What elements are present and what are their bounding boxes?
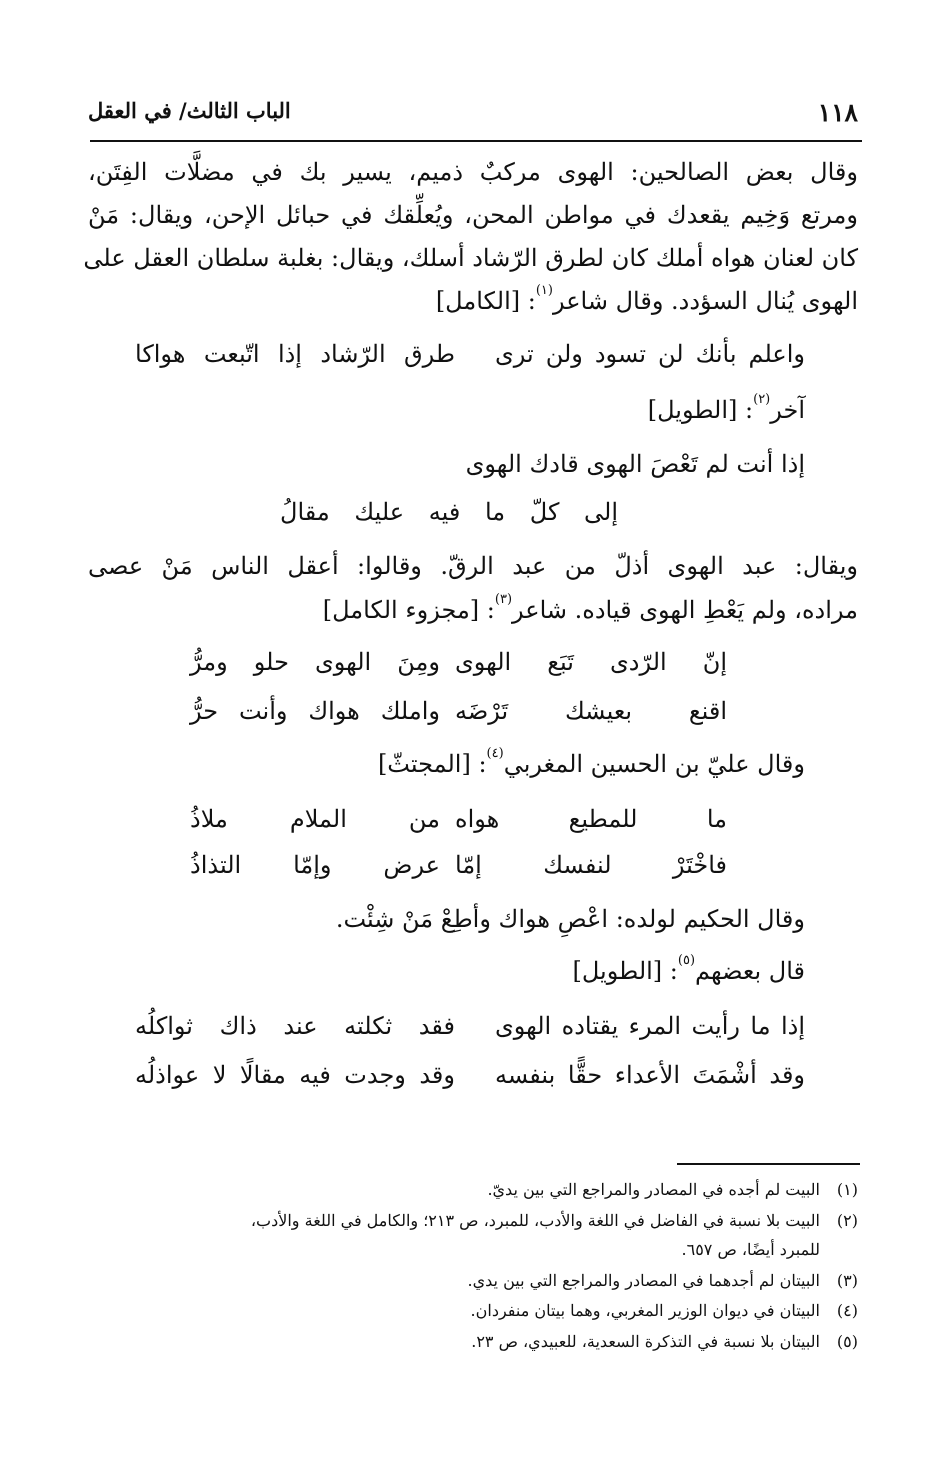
footnote-number: (٢) — [836, 1211, 858, 1230]
paragraph-1-line-2: ومرتع وَخِيم يقعدك في مواطن المحن، ويُعلِّقك في حبائل الإحن، ويقال: مَنْ — [88, 201, 858, 229]
footnote-2-continuation: للمبرد أيضًا، ص ٦٥٧. — [681, 1240, 820, 1259]
verse-second-hemistich: طرق الرّشاد إذا اتّبعت هواكا — [135, 340, 455, 368]
verse-first-hemistich: فاخْتَرْ لنفسك إمّا — [455, 851, 727, 879]
verse-2-line-2: إلى كلّ ما فيه عليك مقالُ — [280, 498, 618, 526]
text: مراده، ولم يَعْطِ الهوى قياده. شاعر — [512, 596, 858, 624]
verse-5 — [135, 805, 805, 849]
running-header — [88, 92, 858, 132]
verse-first-hemistich: إذا ما رأيت المرء يقتاده الهوى — [495, 1012, 805, 1040]
text: قال بعضهم — [695, 957, 805, 985]
paragraph-1-line-4 — [88, 283, 858, 315]
footnote-divider — [677, 1163, 860, 1165]
footnote-text: البيتان لم أجدهما في المصادر والمراجع التي بين يدي. — [467, 1271, 820, 1290]
footnote-ref-3: (٣) — [494, 592, 513, 607]
attribution-5 — [105, 953, 805, 985]
verse-2-line-1: إذا أنت لم تَعْصَ الهوى قادك الهوى — [465, 450, 805, 478]
wisdom-saying: وقال الحكيم لولده: اعْصِ هواك وأطِعْ مَنْ شِئْت. — [335, 905, 805, 933]
footnote-2 — [88, 1211, 858, 1230]
footnote-3 — [88, 1271, 858, 1290]
verse-8 — [135, 1061, 805, 1105]
verse-first-hemistich: اقنع بعيشك تَرْضَه — [455, 697, 727, 725]
text: آخر — [770, 396, 805, 424]
footnote-text: البيتان بلا نسبة في التذكرة السعدية، للعبيدي، ص ٢٣. — [471, 1332, 820, 1351]
page-number: ١١٨ — [817, 98, 858, 127]
footnote-ref-5: (٥) — [677, 953, 696, 968]
meter-label: : [الكامل] — [435, 287, 536, 315]
footnote-5 — [88, 1332, 858, 1351]
footnote-1 — [88, 1180, 858, 1199]
footnote-ref-1: (١) — [535, 283, 553, 298]
chapter-title: الباب الثالث/ في العقل — [88, 98, 291, 123]
footnote-text: البيت بلا نسبة في الفاضل في اللغة والأدب، للمبرد، ص ٢١٣؛ والكامل في اللغة والأدب، — [250, 1211, 820, 1230]
footnote-number: (٥) — [836, 1332, 858, 1351]
meter-label: : [مجزوء الكامل] — [322, 596, 495, 624]
verse-first-hemistich: وقد أشْمَتَ الأعداء حقًّا بنفسه — [495, 1061, 805, 1089]
verse-first-hemistich: إنّ الرّدى تَبَع الهوى — [455, 648, 727, 676]
meter-label: : [المجتثّ] — [377, 750, 487, 778]
verse-6 — [135, 851, 805, 895]
paragraph-1-line-3: كان لعنان هواه أملك كان لطرق الرّشاد أسلك، ويقال: بغلبة سلطان العقل على — [83, 244, 858, 272]
verse-7 — [135, 1012, 805, 1056]
header-divider — [90, 140, 862, 142]
footnote-number: (١) — [836, 1180, 858, 1199]
footnote-ref-2: (٢) — [753, 392, 771, 407]
verse-3 — [135, 648, 805, 692]
paragraph-2-line-2 — [88, 592, 858, 624]
verse-second-hemistich: عرض وإمّا التذاذُ — [190, 851, 440, 879]
verse-second-hemistich: ومِنَ الهوى حلو ومرُّ — [190, 648, 440, 676]
text: وقال عليّ بن الحسين المغربي — [503, 750, 805, 778]
attribution-2 — [105, 392, 805, 424]
verse-1 — [135, 340, 805, 384]
verse-first-hemistich: ما للمطيع هواه — [455, 805, 727, 833]
footnote-ref-4: (٤) — [486, 746, 504, 761]
verse-second-hemistich: فقد ثكلته عند ذاك ثواكلُه — [135, 1012, 455, 1040]
verse-second-hemistich: من الملام ملاذُ — [190, 805, 440, 833]
text: الهوى يُنال السؤدد. وقال شاعر — [552, 287, 858, 315]
footnote-number: (٤) — [836, 1301, 858, 1320]
attribution-4 — [105, 746, 805, 778]
footnote-text: البيتان في ديوان الوزير المغربي، وهما بيتان منفردان. — [470, 1301, 820, 1320]
footnote-text: البيت لم أجده في المصادر والمراجع التي بين يديّ. — [487, 1180, 820, 1199]
verse-first-hemistich: واعلم بأنك لن تسود ولن ترى — [495, 340, 805, 368]
verse-second-hemistich: واملك هواك وأنت حرُّ — [190, 697, 440, 725]
footnote-number: (٣) — [836, 1271, 858, 1290]
verse-second-hemistich: وقد وجدت فيه مقالًا لا عواذلُه — [135, 1061, 455, 1089]
meter-label: : [الطويل] — [647, 396, 754, 424]
meter-label: : [الطويل] — [572, 957, 678, 985]
verse-4 — [135, 697, 805, 741]
paragraph-1-line-1: وقال بعض الصالحين: الهوى مركبٌ ذميم، يسير بك في مضلَّات الفِتَن، — [88, 158, 858, 186]
footnote-4 — [88, 1301, 858, 1320]
paragraph-2-line-1: ويقال: عبد الهوى أذلّ من عبد الرقّ. وقالوا: أعقل الناس مَنْ عصى — [88, 552, 858, 580]
